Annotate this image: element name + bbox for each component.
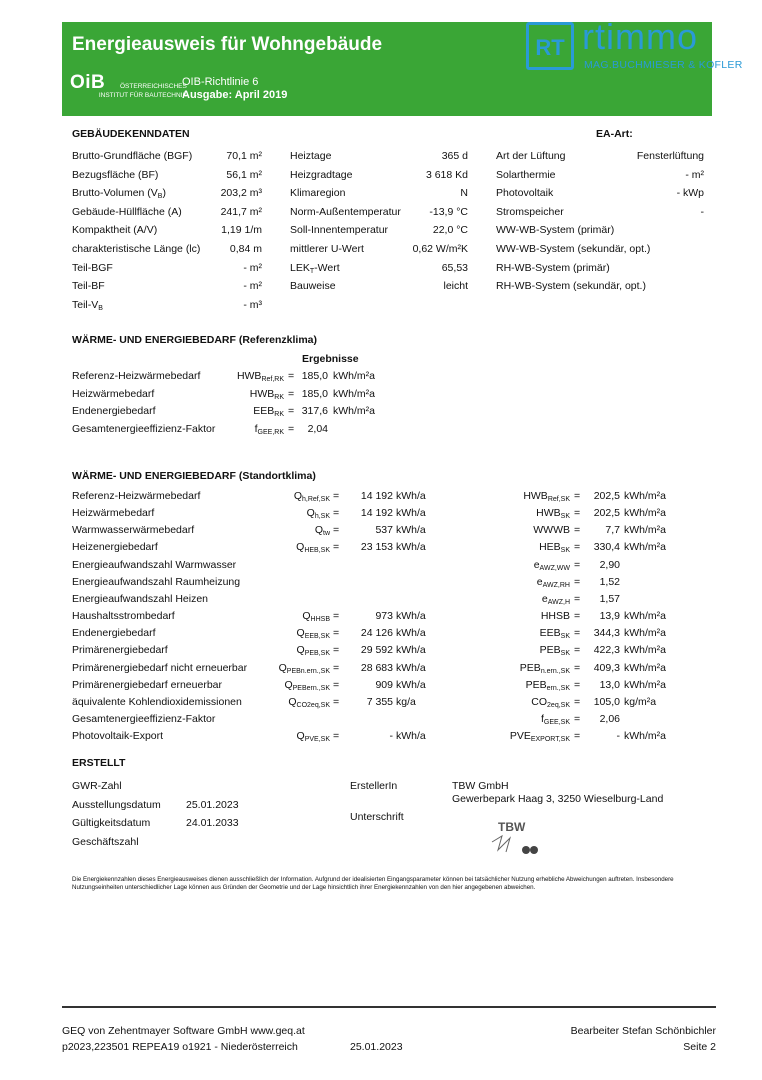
- system-label: WW-WB-System (primär): [496, 224, 615, 237]
- std-unit: kWh/m²a: [624, 730, 666, 743]
- geb-label: [72, 299, 103, 312]
- klima-label-text: Bauweise: [290, 280, 336, 293]
- ref-symbol-sub: RK: [274, 411, 284, 419]
- std-symbol-sub: AWZ,WW: [539, 564, 570, 572]
- std-label: Heizwärmebedarf: [72, 507, 155, 520]
- std-q-value: 29 592: [360, 644, 393, 657]
- std-label: Warmwasserwärmebedarf: [72, 524, 195, 537]
- klima-value: 65,53: [441, 261, 468, 274]
- std-unit: kg/m²a: [624, 695, 657, 708]
- geb-value: 0,84 m: [229, 243, 262, 255]
- std-value: -: [616, 730, 620, 743]
- std-equals: =: [574, 712, 581, 725]
- std-q-sub: PEBn.ern.,SK: [286, 667, 330, 675]
- system-label: RH-WB-System (sekundär, opt.): [496, 280, 646, 293]
- std-label: Endenergiebedarf: [72, 627, 156, 640]
- std-symbol-sub: EXPORT,SK: [530, 736, 570, 744]
- std-q-sub: HHSB: [310, 616, 330, 624]
- std-q-sub: PEBern.,SK: [292, 684, 330, 692]
- std-value: 409,3: [593, 661, 620, 674]
- std-q-text: Q: [296, 730, 305, 743]
- std-q-value: 14 192: [360, 507, 393, 520]
- std-q-symbol: [315, 524, 330, 537]
- ref-label: Endenergiebedarf: [72, 405, 156, 418]
- geb-label-text: Brutto-Grundfläche (BGF): [72, 150, 193, 162]
- std-symbol: [523, 490, 570, 503]
- std-q-equals: =: [333, 661, 340, 674]
- section-heading-referenzklima: WÄRME- UND ENERGIEBEDARF (Referenzklima): [72, 334, 318, 346]
- std-q-value: 14 192: [360, 490, 393, 502]
- footer-divider: [62, 1006, 716, 1008]
- ref-equals: =: [288, 387, 295, 400]
- std-unit: kWh/m²a: [624, 490, 666, 502]
- system-label: Solarthermie: [496, 168, 556, 181]
- ref-symbol-text: EEB: [253, 405, 275, 418]
- std-q-equals: =: [333, 695, 340, 708]
- klima-value: 0,62 W/m²K: [412, 243, 468, 255]
- std-q-symbol: [297, 644, 330, 657]
- std-q-equals: =: [333, 678, 340, 691]
- klima-label-sub: T: [309, 267, 315, 275]
- system-label: Photovoltaik: [496, 187, 554, 200]
- std-symbol-text: e: [533, 558, 540, 571]
- std-symbol: [540, 627, 570, 640]
- std-symbol: [533, 524, 570, 536]
- std-symbol-text: CO: [531, 695, 548, 708]
- section-heading-gebaeudekenndaten: GEBÄUDEKENNDATEN: [72, 128, 190, 140]
- system-value: - m²: [685, 168, 704, 181]
- section-heading-standortklima: WÄRME- UND ENERGIEBEDARF (Standortklima): [72, 470, 316, 482]
- system-label: WW-WB-System (sekundär, opt.): [496, 243, 651, 255]
- disclaimer-text: Die Energiekennzahlen dieses Energieausweises dienen ausschließlich der Information. Aufgrund der idealisierten Eingangsparameter können bei tatsächlicher Nutzung erhebliche Abweichungen auftreten. Insbesondere Nutzungseinheiten unterschiedlicher Lage können aus Gründen der Geometrie und der Lage hinsichtlich ihrer Energiekennzahlen von den hier angegebenen abweichen.: [72, 876, 674, 891]
- klima-label: [290, 187, 345, 199]
- std-q-unit: kg/a: [396, 695, 416, 708]
- std-equals: =: [574, 592, 581, 605]
- std-symbol-text: HEB: [539, 541, 561, 554]
- std-q-equals: =: [333, 507, 340, 520]
- std-symbol: [510, 730, 570, 743]
- system-value: - kWp: [676, 187, 704, 200]
- std-symbol-sub: Ref,SK: [547, 496, 570, 503]
- std-symbol-sub: SK: [560, 513, 570, 521]
- geb-label-text: charakteristische Länge (lc): [72, 243, 201, 255]
- ref-equals: =: [288, 405, 295, 418]
- std-value: 1,57: [599, 592, 620, 605]
- geb-value: - m²: [243, 261, 262, 274]
- std-symbol-text: HHSB: [540, 610, 570, 623]
- klima-label-text: Klimaregion: [290, 187, 346, 200]
- std-q-text: Q: [288, 695, 297, 708]
- std-q-equals: =: [333, 644, 340, 657]
- std-label: Energieaufwandszahl Raumheizung: [72, 575, 241, 588]
- std-symbol-text: HWB: [536, 507, 561, 520]
- system-label: Art der Lüftung: [496, 150, 566, 162]
- std-value: 422,3: [593, 644, 620, 657]
- std-equals: =: [574, 730, 581, 743]
- std-q-symbol: [294, 490, 330, 503]
- std-q-value: 23 153: [360, 541, 393, 554]
- std-equals: =: [574, 490, 581, 502]
- std-symbol-sub: SK: [560, 547, 570, 555]
- geb-label-text: Bezugsfläche (BF): [72, 168, 159, 181]
- richtlinie: OIB-Richtlinie 6: [182, 76, 259, 88]
- erstellt-label: Ausstellungsdatum: [72, 798, 161, 811]
- ref-symbol-sub: GEE,RK: [257, 428, 284, 436]
- geb-label: [72, 150, 192, 162]
- erstellt-label: GWR-Zahl: [72, 780, 122, 792]
- klima-label: [290, 224, 388, 236]
- std-symbol-sub: SK: [560, 633, 570, 641]
- std-symbol: [540, 644, 570, 657]
- klima-value: 3 618 Kd: [425, 168, 468, 181]
- std-q-equals: =: [333, 610, 340, 623]
- std-equals: =: [574, 627, 581, 640]
- ref-symbol: [255, 423, 284, 436]
- std-symbol-text: HWB: [523, 490, 548, 502]
- std-equals: =: [574, 644, 581, 657]
- std-q-sub: h,SK: [314, 513, 330, 521]
- oib-sub-line1: ÖSTERREICHISCHES: [120, 83, 187, 90]
- std-symbol-text: PVE: [509, 730, 531, 743]
- std-value: 202,5: [593, 490, 620, 502]
- std-equals: =: [574, 610, 581, 623]
- std-value: 1,52: [599, 575, 620, 588]
- erstellerin-address: Gewerbepark Haag 3, 3250 Wieselburg-Land: [452, 793, 664, 805]
- std-label: Energieaufwandszahl Warmwasser: [72, 558, 237, 571]
- std-q-text: Q: [278, 661, 287, 674]
- std-symbol-sub: ern.,SK: [546, 684, 570, 692]
- klima-label-text: LEK: [290, 261, 310, 274]
- ausgabe: Ausgabe: April 2019: [182, 89, 288, 101]
- system-value: Fensterlüftung: [636, 150, 704, 162]
- geb-label: [72, 224, 157, 236]
- std-value: 344,3: [593, 627, 620, 640]
- rt-logo-box: RT: [526, 22, 574, 70]
- klima-value: leicht: [443, 280, 468, 293]
- std-q-text: Q: [314, 524, 323, 537]
- klima-label: [290, 206, 401, 218]
- std-q-unit: kWh/a: [396, 661, 426, 674]
- std-equals: =: [574, 695, 581, 708]
- std-equals: =: [574, 541, 581, 554]
- std-equals: =: [574, 507, 581, 520]
- std-label: Gesamtenergieeffizienz-Faktor: [72, 712, 216, 725]
- geb-value: 241,7 m²: [220, 205, 262, 218]
- unterschrift-label: Unterschrift: [350, 811, 404, 823]
- oib-sub-line2: INSTITUT FÜR BAUTECHNIK: [98, 92, 187, 99]
- geb-label-text: Teil-BGF: [72, 261, 113, 274]
- std-q-value: 7 355: [366, 695, 393, 708]
- std-value: 2,06: [599, 712, 620, 725]
- geb-value: - m²: [243, 280, 262, 293]
- std-symbol-text: e: [536, 575, 543, 588]
- std-q-unit: kWh/a: [396, 730, 426, 743]
- std-q-value: 24 126: [360, 627, 393, 640]
- std-label: Heizenergiebedarf: [72, 541, 158, 554]
- std-q-sub: h,Ref,SK: [301, 496, 330, 503]
- geb-value: 56,1 m²: [226, 168, 262, 181]
- std-q-equals: =: [333, 541, 340, 554]
- std-q-value: 537: [375, 524, 393, 537]
- std-value: 330,4: [593, 541, 620, 554]
- rtimmo-logo: [524, 16, 752, 76]
- geb-value: 203,2 m³: [220, 187, 262, 200]
- std-q-value: 28 683: [360, 661, 393, 674]
- std-q-sub: tw: [323, 530, 330, 538]
- klima-label: [290, 262, 340, 275]
- document-title: Energieausweis für Wohngebäude: [72, 34, 383, 55]
- std-symbol-text: PEB: [519, 661, 541, 674]
- geb-label-text: Kompaktheit (A/V): [72, 224, 158, 237]
- ergebnisse-label: Ergebnisse: [302, 353, 359, 365]
- std-q-unit: kWh/a: [396, 644, 426, 657]
- ref-unit: kWh/m²a: [333, 405, 375, 418]
- std-symbol: [526, 679, 570, 692]
- system-label: RH-WB-System (primär): [496, 261, 610, 274]
- std-q-sub: HEB,SK: [304, 547, 330, 555]
- ref-symbol-text: HWB: [249, 387, 275, 400]
- ref-symbol-text: f: [254, 422, 258, 435]
- klima-label-text: Heizgradtage: [290, 168, 353, 181]
- std-q-symbol: [296, 541, 330, 554]
- erstellt-label: Geschäftszahl: [72, 835, 139, 848]
- ref-label: Gesamtenergieeffizienz-Faktor: [72, 422, 216, 435]
- std-q-sub: EEB,SK: [304, 633, 330, 641]
- std-q-unit: kWh/a: [396, 524, 426, 537]
- footer-software: GEQ von Zehentmayer Software GmbH www.geq.at: [62, 1025, 305, 1037]
- klima-label: [290, 280, 336, 292]
- std-q-text: Q: [296, 627, 305, 640]
- std-symbol: [536, 507, 570, 520]
- klima-label: [290, 169, 352, 181]
- geb-label: [72, 206, 182, 218]
- ref-value: 185,0: [301, 387, 328, 400]
- geb-value: 70,1 m²: [226, 150, 262, 162]
- std-equals: =: [574, 558, 581, 571]
- std-symbol-sub: SK: [560, 650, 570, 658]
- klima-value: 365 d: [441, 150, 468, 162]
- system-label: Stromspeicher: [496, 205, 564, 218]
- erstellt-value: 24.01.2033: [186, 817, 239, 830]
- erstellerin-name: TBW GmbH: [452, 780, 509, 792]
- std-q-value: -: [389, 730, 393, 743]
- ref-unit: kWh/m²a: [333, 387, 375, 400]
- klima-label-end: -Wert: [314, 261, 340, 274]
- std-q-symbol: [284, 679, 330, 692]
- std-value: 202,5: [593, 507, 620, 520]
- std-symbol: [539, 541, 570, 554]
- std-symbol-text: f: [541, 712, 544, 725]
- geb-value: - m³: [243, 298, 262, 311]
- std-q-text: Q: [306, 507, 315, 520]
- ref-symbol: [250, 388, 284, 401]
- oib-logo: OiB: [70, 72, 106, 93]
- std-q-unit: kWh/a: [396, 627, 426, 640]
- stamp-text: TBW: [498, 820, 526, 834]
- geb-label-sub: B: [98, 304, 103, 312]
- klima-label-text: mittlerer U-Wert: [290, 243, 364, 255]
- std-symbol: [537, 576, 570, 589]
- klima-value: N: [460, 187, 468, 200]
- std-q-symbol: [297, 730, 330, 743]
- std-symbol-text: PEB: [525, 678, 547, 691]
- std-q-symbol: [302, 610, 330, 623]
- std-q-equals: =: [333, 490, 340, 502]
- std-label: äquivalente Kohlendioxidemissionen: [72, 695, 242, 708]
- std-equals: =: [574, 524, 581, 537]
- std-symbol-sub: 2eq,SK: [547, 701, 570, 709]
- erstellt-label: Gültigkeitsdatum: [72, 817, 151, 830]
- std-label: Energieaufwandszahl Heizen: [72, 592, 209, 605]
- std-q-value: 973: [375, 610, 393, 623]
- ref-symbol-sub: Ref,RK: [261, 376, 284, 383]
- std-symbol: [541, 713, 570, 726]
- geb-label-text: Teil-BF: [72, 280, 105, 293]
- geb-value: 1,19 1/m: [221, 224, 262, 237]
- ref-symbol: [253, 405, 284, 418]
- std-q-text: Q: [302, 610, 311, 623]
- ea-art-label: EA-Art:: [596, 128, 633, 140]
- klima-label: [290, 243, 364, 255]
- std-symbol: [531, 696, 570, 709]
- geb-label-sub: B: [157, 193, 163, 201]
- std-unit: kWh/m²a: [624, 644, 666, 657]
- std-value: 13,9: [599, 610, 620, 623]
- geb-label: [72, 243, 200, 255]
- std-label: Primärenergiebedarf erneuerbar: [72, 678, 222, 691]
- std-q-equals: =: [333, 730, 340, 743]
- klima-label-text: Soll-Innentemperatur: [290, 224, 389, 237]
- std-unit: kWh/m²a: [624, 661, 666, 674]
- geb-label: [72, 187, 166, 200]
- std-q-text: Q: [293, 490, 302, 502]
- geb-label: [72, 169, 158, 181]
- geb-label: [72, 262, 113, 274]
- ref-unit: kWh/m²a: [333, 370, 375, 382]
- klima-label-text: Heiztage: [290, 150, 332, 162]
- footer-bearbeiter: Bearbeiter Stefan Schönbichler: [570, 1025, 716, 1037]
- std-q-sub: PVE,SK: [304, 736, 330, 744]
- std-symbol-text: e: [541, 592, 548, 605]
- std-q-unit: kWh/a: [396, 610, 426, 623]
- std-symbol-sub: AWZ,H: [547, 598, 570, 606]
- std-q-symbol: [279, 662, 330, 675]
- geb-label-text: Gebäude-Hüllfläche (A): [72, 205, 182, 218]
- std-unit: kWh/m²a: [624, 610, 666, 623]
- std-q-symbol: [307, 507, 330, 520]
- std-q-unit: kWh/a: [396, 541, 426, 554]
- rtimmo-wordmark: rtimmo: [582, 16, 698, 57]
- geb-label-end: ): [162, 187, 166, 200]
- std-q-equals: =: [333, 524, 340, 537]
- std-symbol: [541, 610, 570, 622]
- erstellt-value: 25.01.2023: [186, 798, 239, 811]
- ref-label: Referenz-Heizwärmebedarf: [72, 370, 201, 382]
- std-symbol: [542, 593, 570, 606]
- std-q-unit: kWh/a: [396, 490, 426, 502]
- klima-label-text: Norm-Außentemperatur: [290, 205, 401, 218]
- std-label: Referenz-Heizwärmebedarf: [72, 490, 201, 502]
- geb-label-text: Teil-V: [72, 298, 99, 311]
- ref-label: Heizwärmebedarf: [72, 387, 155, 400]
- ref-symbol-sub: RK: [274, 393, 284, 401]
- geb-label-text: Brutto-Volumen (V: [72, 187, 158, 200]
- std-label: Primärenergiebedarf: [72, 644, 168, 657]
- std-symbol-sub: n.ern.,SK: [540, 667, 570, 675]
- std-label: Haushaltsstrombedarf: [72, 610, 175, 623]
- klima-value: -13,9 °C: [429, 205, 468, 218]
- std-unit: kWh/m²a: [624, 524, 666, 537]
- std-value: 13,0: [599, 678, 620, 691]
- ref-symbol-text: HWB: [236, 370, 262, 382]
- ref-value: 317,6: [301, 405, 328, 418]
- std-q-symbol: [297, 627, 330, 640]
- std-unit: kWh/m²a: [624, 678, 666, 691]
- signature-stamp: [488, 816, 540, 858]
- std-symbol-sub: AWZ,RH: [542, 581, 570, 589]
- std-equals: =: [574, 661, 581, 674]
- std-symbol: [534, 559, 570, 572]
- std-equals: =: [574, 575, 581, 588]
- footer-page: Seite 2: [683, 1041, 716, 1053]
- std-q-equals: =: [333, 627, 340, 640]
- system-value: -: [700, 205, 704, 218]
- geb-label: [72, 280, 105, 292]
- oib-subtitle: [88, 82, 187, 100]
- erstellerin-label: ErstellerIn: [350, 780, 398, 792]
- std-value: 2,90: [599, 558, 620, 571]
- std-q-text: Q: [284, 678, 293, 691]
- std-q-text: Q: [296, 644, 305, 657]
- std-value: 7,7: [605, 524, 620, 537]
- std-q-symbol: [288, 696, 330, 709]
- footer-code: p2023,223501 REPEA19 o1921 - Niederösterreich: [62, 1041, 298, 1053]
- std-symbol-text: PEB: [539, 644, 561, 657]
- std-q-sub: PEB,SK: [304, 650, 330, 658]
- std-unit: kWh/m²a: [624, 507, 666, 520]
- std-symbol: [520, 662, 570, 675]
- std-q-text: Q: [296, 541, 305, 554]
- std-symbol-text: WWWB: [533, 524, 570, 537]
- klima-label: [290, 150, 331, 162]
- std-label: Primärenergiebedarf nicht erneuerbar: [72, 661, 248, 674]
- richtlinie-info: [182, 76, 287, 102]
- rtimmo-subtitle: MAG.BUCHMIESER & KOFLER: [584, 59, 743, 71]
- std-value: 105,0: [593, 695, 620, 708]
- std-symbol-sub: GEE,SK: [543, 718, 570, 726]
- std-q-unit: kWh/a: [396, 678, 426, 691]
- ref-equals: =: [288, 370, 295, 382]
- section-heading-erstellt: ERSTELLT: [72, 757, 126, 769]
- ref-equals: =: [288, 422, 295, 435]
- std-unit: kWh/m²a: [624, 627, 666, 640]
- std-q-sub: CO2eq,SK: [296, 701, 330, 709]
- ref-value: 185,0: [301, 370, 328, 382]
- std-q-unit: kWh/a: [396, 507, 426, 520]
- klima-value: 22,0 °C: [432, 224, 468, 237]
- ref-value: 2,04: [307, 422, 328, 435]
- std-symbol-text: EEB: [539, 627, 561, 640]
- footer-date: 25.01.2023: [350, 1041, 403, 1053]
- std-label: Photovoltaik-Export: [72, 730, 164, 743]
- std-q-value: 909: [375, 678, 393, 691]
- std-unit: kWh/m²a: [624, 541, 666, 554]
- ref-symbol: [237, 370, 284, 383]
- std-equals: =: [574, 678, 581, 691]
